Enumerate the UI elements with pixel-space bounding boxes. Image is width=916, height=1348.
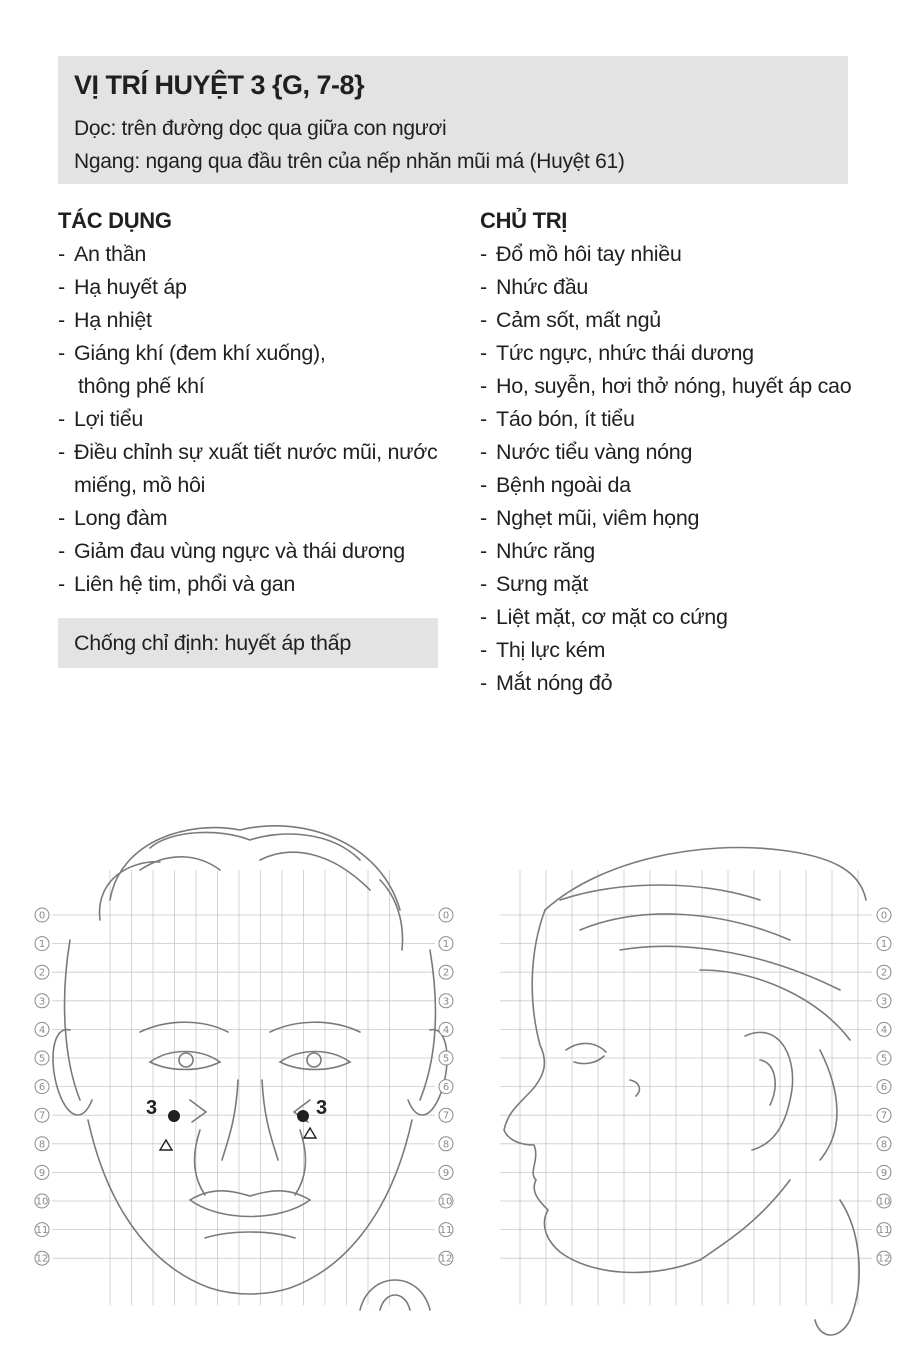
row-number-label: 3	[880, 996, 888, 1008]
list-item	[58, 337, 458, 403]
list-item: - Cảm sốt, mất ngủ	[480, 304, 900, 337]
indications-column	[480, 204, 900, 700]
list-item: - An thần	[58, 238, 458, 271]
list-item-text: Giáng khí (đem khí xuống),	[74, 341, 326, 365]
row-number-label: 9	[38, 1167, 46, 1179]
row-number-label: 2	[880, 967, 888, 979]
list-item: - Nghẹt mũi, viêm họng	[480, 502, 900, 535]
front-face-grid	[52, 870, 435, 1305]
row-number-label: 5	[442, 1053, 450, 1065]
effects-heading: TÁC DỤNG	[58, 208, 172, 233]
row-number-label: 1	[880, 939, 888, 951]
row-number-label: 12	[35, 1253, 49, 1265]
row-number-label: 1	[38, 939, 46, 951]
list-item: - Lợi tiểu	[58, 403, 458, 436]
list-item: - Bệnh ngoài da	[480, 469, 900, 502]
acupoint-3-right-label: 3	[316, 1097, 328, 1119]
row-number-label: 11	[439, 1225, 453, 1237]
row-number-label: 12	[877, 1253, 891, 1265]
horizontal-location: Ngang: ngang qua đầu trên của nếp nhăn mũi má (Huyệt 61)	[74, 150, 625, 173]
effects-column	[58, 204, 458, 601]
row-number-label: 11	[877, 1225, 891, 1237]
list-item: - Ho, suyễn, hơi thở nóng, huyết áp cao	[480, 370, 900, 403]
row-number-label: 0	[442, 910, 450, 922]
row-number-label: 4	[880, 1024, 888, 1036]
indications-heading: CHỦ TRỊ	[480, 208, 568, 233]
row-number-label: 8	[880, 1139, 888, 1151]
profile-face-drawing	[504, 848, 866, 1336]
list-item: - Sưng mặt	[480, 568, 900, 601]
effects-list	[58, 238, 458, 601]
list-item: - Hạ huyết áp	[58, 271, 458, 304]
row-number-label: 7	[38, 1110, 46, 1122]
contraindication-box: Chống chỉ định: huyết áp thấp	[58, 618, 438, 668]
row-number-label: 7	[880, 1110, 888, 1122]
list-item: - Thị lực kém	[480, 634, 900, 667]
list-item: - Mắt nóng đỏ	[480, 667, 900, 700]
row-number-label: 6	[442, 1082, 450, 1094]
indications-list	[480, 238, 900, 700]
list-item: - Táo bón, ít tiểu	[480, 403, 900, 436]
acupoint-61-right-marker	[304, 1128, 316, 1138]
row-number-label: 10	[439, 1196, 453, 1208]
list-item: - Tức ngực, nhức thái dương	[480, 337, 900, 370]
list-item: - Đổ mồ hôi tay nhiều	[480, 238, 900, 271]
row-number-label: 12	[439, 1253, 453, 1265]
row-number-label: 9	[880, 1167, 888, 1179]
vertical-location: Dọc: trên đường dọc qua giữa con ngươi	[74, 117, 447, 140]
list-item: - Hạ nhiệt	[58, 304, 458, 337]
list-item	[58, 436, 458, 502]
list-item-text: Điều chỉnh sự xuất tiết nước mũi, nước	[74, 440, 438, 464]
row-number-label: 5	[38, 1053, 46, 1065]
point-title: VỊ TRÍ HUYỆT 3 {G, 7-8}	[74, 70, 365, 100]
list-item-continuation: thông phế khí	[78, 374, 205, 398]
row-number-label: 4	[38, 1024, 46, 1036]
list-item: - Nhức đầu	[480, 271, 900, 304]
row-number-label: 3	[442, 996, 450, 1008]
acupoint-61-left-marker	[160, 1140, 172, 1150]
row-number-label: 2	[38, 967, 46, 979]
acupoint-markers	[146, 1097, 327, 1150]
front-face-drawing	[53, 826, 450, 1310]
row-number-label: 5	[880, 1053, 888, 1065]
list-item: - Long đàm	[58, 502, 458, 535]
location-header-box	[58, 56, 848, 184]
list-item: - Liệt mặt, cơ mặt co cứng	[480, 601, 900, 634]
row-number-label: 8	[442, 1139, 450, 1151]
row-number-label: 6	[880, 1082, 888, 1094]
list-item: - Liên hệ tim, phổi và gan	[58, 568, 458, 601]
row-number-label: 7	[442, 1110, 450, 1122]
row-number-label: 3	[38, 996, 46, 1008]
row-number-label: 8	[38, 1139, 46, 1151]
row-number-label: 10	[877, 1196, 891, 1208]
row-number-label: 0	[880, 910, 888, 922]
face-diagram	[0, 800, 916, 1348]
acupoint-3-left-marker	[168, 1110, 180, 1122]
profile-face-grid	[500, 870, 872, 1305]
row-number-label: 0	[38, 910, 46, 922]
row-number-label: 11	[35, 1225, 49, 1237]
acupoint-3-right-marker	[297, 1110, 309, 1122]
list-item-continuation: miếng, mồ hôi	[74, 473, 206, 497]
row-number-label: 2	[442, 967, 450, 979]
row-number-label: 1	[442, 939, 450, 951]
list-item: - Giảm đau vùng ngực và thái dương	[58, 535, 458, 568]
list-item: - Nhức răng	[480, 535, 900, 568]
row-number-label: 4	[442, 1024, 450, 1036]
row-number-label: 10	[35, 1196, 49, 1208]
row-number-label: 9	[442, 1167, 450, 1179]
list-item: - Nước tiểu vàng nóng	[480, 436, 900, 469]
row-number-label: 6	[38, 1082, 46, 1094]
acupoint-3-left-label: 3	[146, 1097, 158, 1119]
